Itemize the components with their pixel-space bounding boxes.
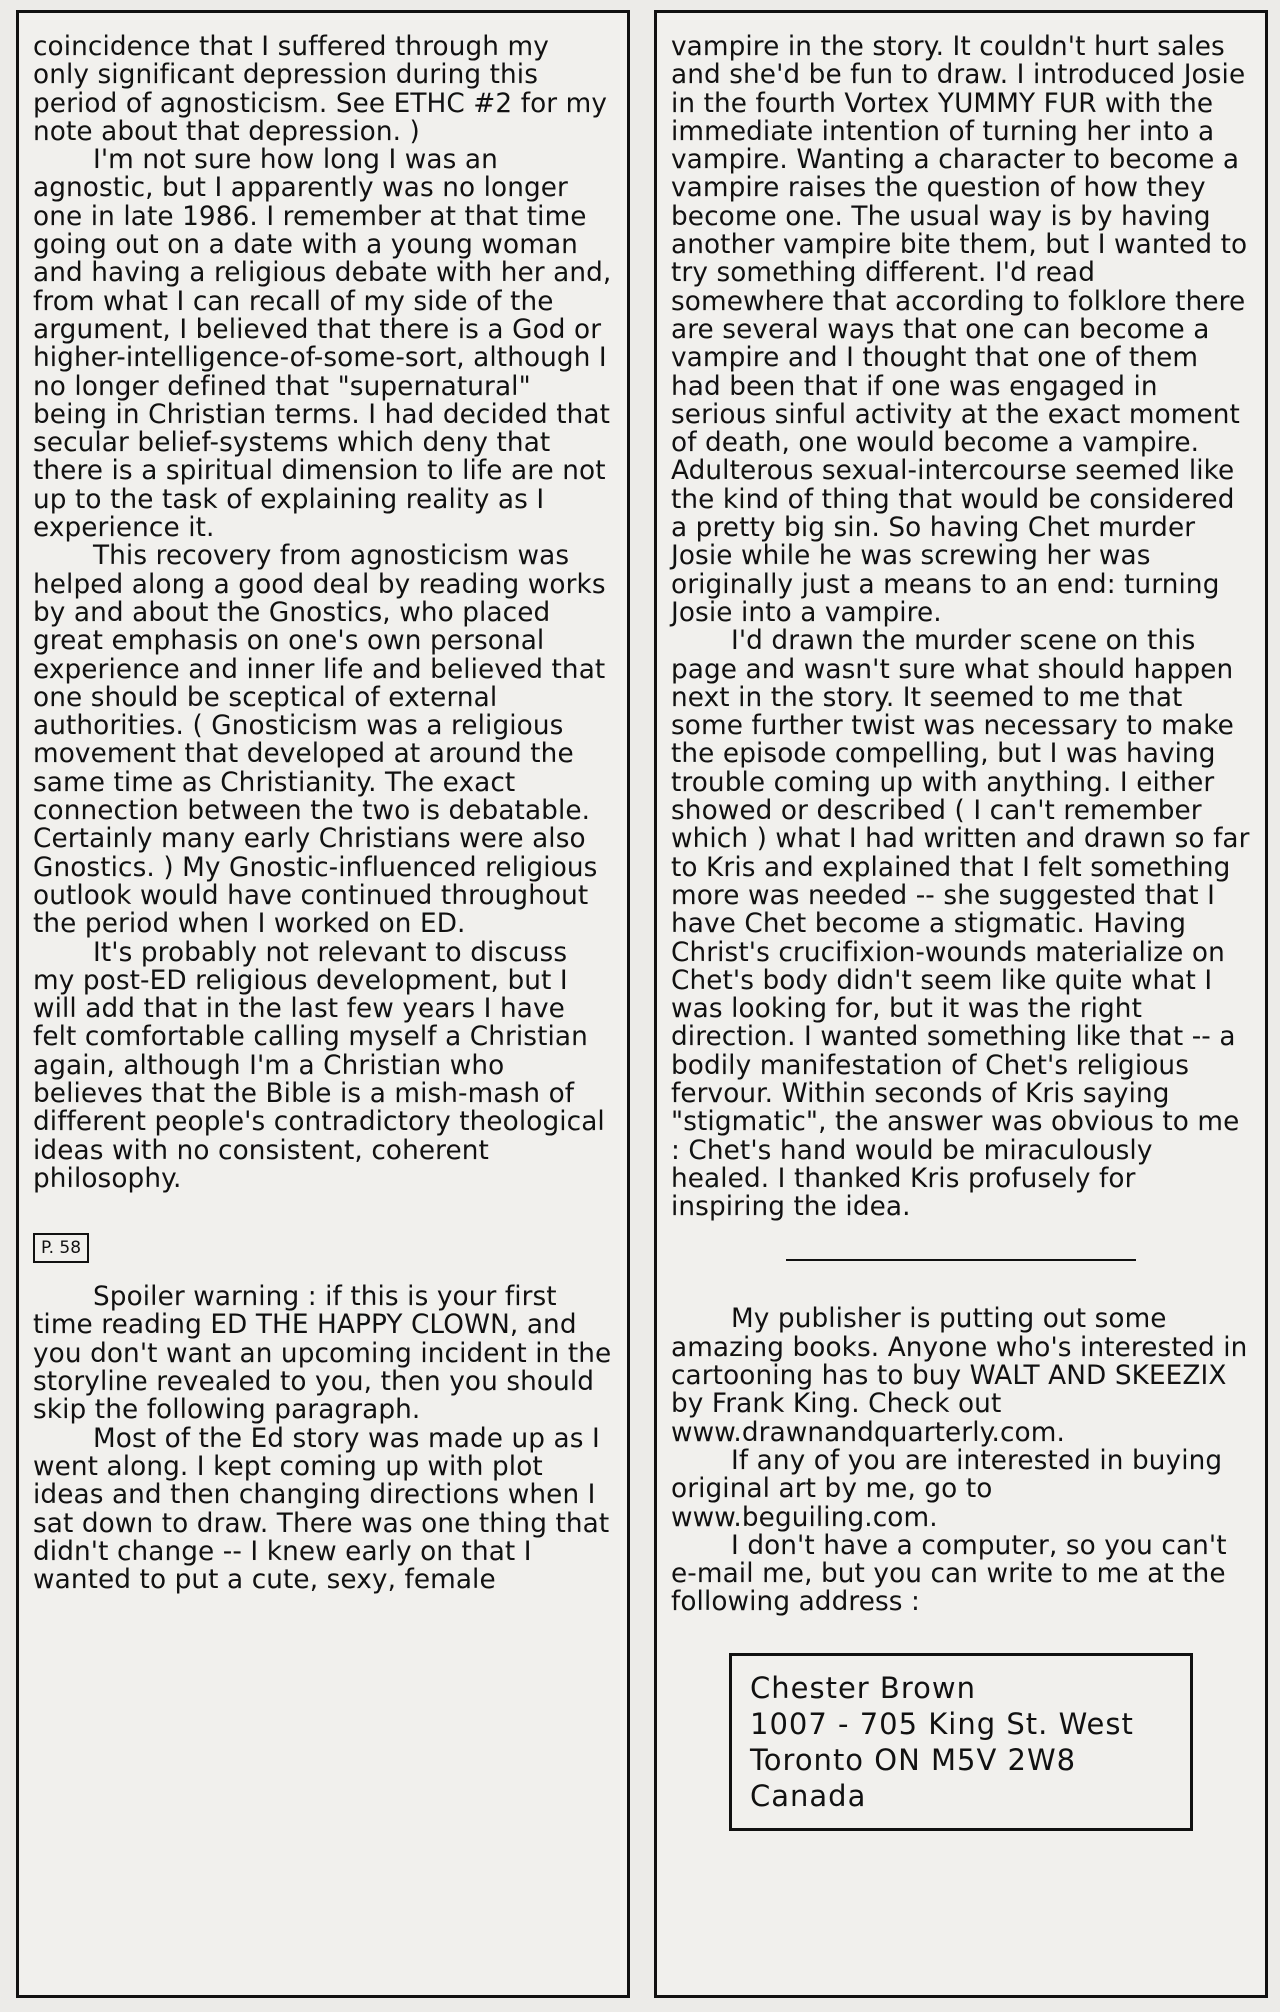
address-line: Canada (750, 1778, 867, 1813)
paragraph: I'd drawn the murder scene on this page and wasn't sure what should happen next in the story. It seemed to me that some further twist was necessary to make the episode compelling, but I was having trouble coming up with anything. I either showed or described ( I can't remember which ) what I had written and drawn so far to Kris and explained that I felt something more was needed -- she suggested that I have Chet become a stigmatic. Having Christ's crucifixion-wounds materialize on Chet's body didn't seem like quite what I was looking for, but it was the right direction. I wanted something like that -- a bodily manifestation of Chet's religious fervour. Within seconds of Kris saying "stigmatic", the answer was obvious to me : Chet's hand would be miraculously healed. I thanked Kris profusely for inspiring the idea. (671, 626, 1250, 1223)
section-divider (786, 1259, 1136, 1261)
paragraph: I'm not sure how long I was an agnostic, but I apparently was no longer one in late 1986. I remember at that time going out on a date with a young woman and having a religious debate with her and, from what I can recall of my side of the argument, I believed that there is a God or higher-intelligence-of-some-sort, although I no longer defined that "supernatural" being in Christian terms. I had decided that secular belief-systems which deny that there is a spiritual dimension to life are not up to the task of explaining reality as I experience it. (33, 145, 612, 544)
page-reference-tag: P. 58 (33, 1233, 89, 1263)
paragraph: If any of you are interested in buying original art by me, go to www.beguiling.com. (671, 1445, 1223, 1533)
paragraph: coincidence that I suffered through my only significant depression during this period of agnosticism. See ETHC #2 for my note about that depression. ) (33, 32, 608, 147)
right-text-column (654, 10, 1268, 1998)
paragraph: Most of the Ed story was made up as I went along. I kept coming up with plot ideas and then changing directions when I sat down to draw. There was one thing that didn't change -- I knew early on that I wanted to put a cute, sexy, female (33, 1423, 610, 1596)
mailing-address-box (729, 1653, 1193, 1831)
paragraph: It's probably not relevant to discuss my post-ED religious development, but I will add that in the last few years I have felt comfortable calling myself a Christian again, although I'm a Christian who believes that the Bible is a mish-mash of different people's contradictory theological ideas with no consistent, coherent philosophy. (33, 937, 605, 1194)
paragraph: This recovery from agnosticism was helped along a good deal by reading works by and about the Gnostics, who placed great emphasis on one's own personal experience and inner life and believed that one should be sceptical of external authorities. ( Gnosticism was a religious movement that developed at around the same time as Christianity. The exact connection between the two is debatable. Certainly many early Christians were also Gnostics. ) My Gnostic-influenced religious outlook would have continued throughout the period when I worked on ED. (33, 541, 606, 940)
paragraph: vampire in the story. It couldn't hurt sales and she'd be fun to draw. I introduced Josie in the fourth Vortex YUMMY FUR with the immediate intention of turning her into a vampire. Wanting a character to become a vampire raises the question of how they become one. The usual way is by having another vampire bite them, but I wanted to try something different. I'd read somewhere that according to folklore there are several ways that one can become a vampire and I thought that one of them had been that if one was engaged in serious sinful activity at the exact moment of death, one would become a vampire. Adulterous sexual-intercourse seemed like the kind of thing that would be considered a pretty big sin. So having Chet murder Josie while he was screwing her was originally just a means to an end: turning Josie into a vampire. (671, 32, 1248, 628)
paragraph: My publisher is putting out some amazing books. Anyone who's interested in cartooning has to buy WALT AND SKEEZIX by Frank King. Check out www.drawnandquarterly.com. (671, 1304, 1248, 1448)
left-text-column (16, 10, 630, 1998)
address-line: Chester Brown (750, 1670, 976, 1705)
paragraph: I don't have a computer, so you can't e-mail me, but you can write to me at the following address : (671, 1530, 1227, 1618)
paragraph: Spoiler warning : if this is your first time reading ED THE HAPPY CLOWN, and you don't want an upcoming incident in the storyline revealed to you, then you should skip the following paragraph. (33, 1282, 612, 1426)
address-line: 1007 - 705 King St. West (750, 1706, 1134, 1741)
address-line: Toronto ON M5V 2W8 (750, 1742, 1077, 1777)
